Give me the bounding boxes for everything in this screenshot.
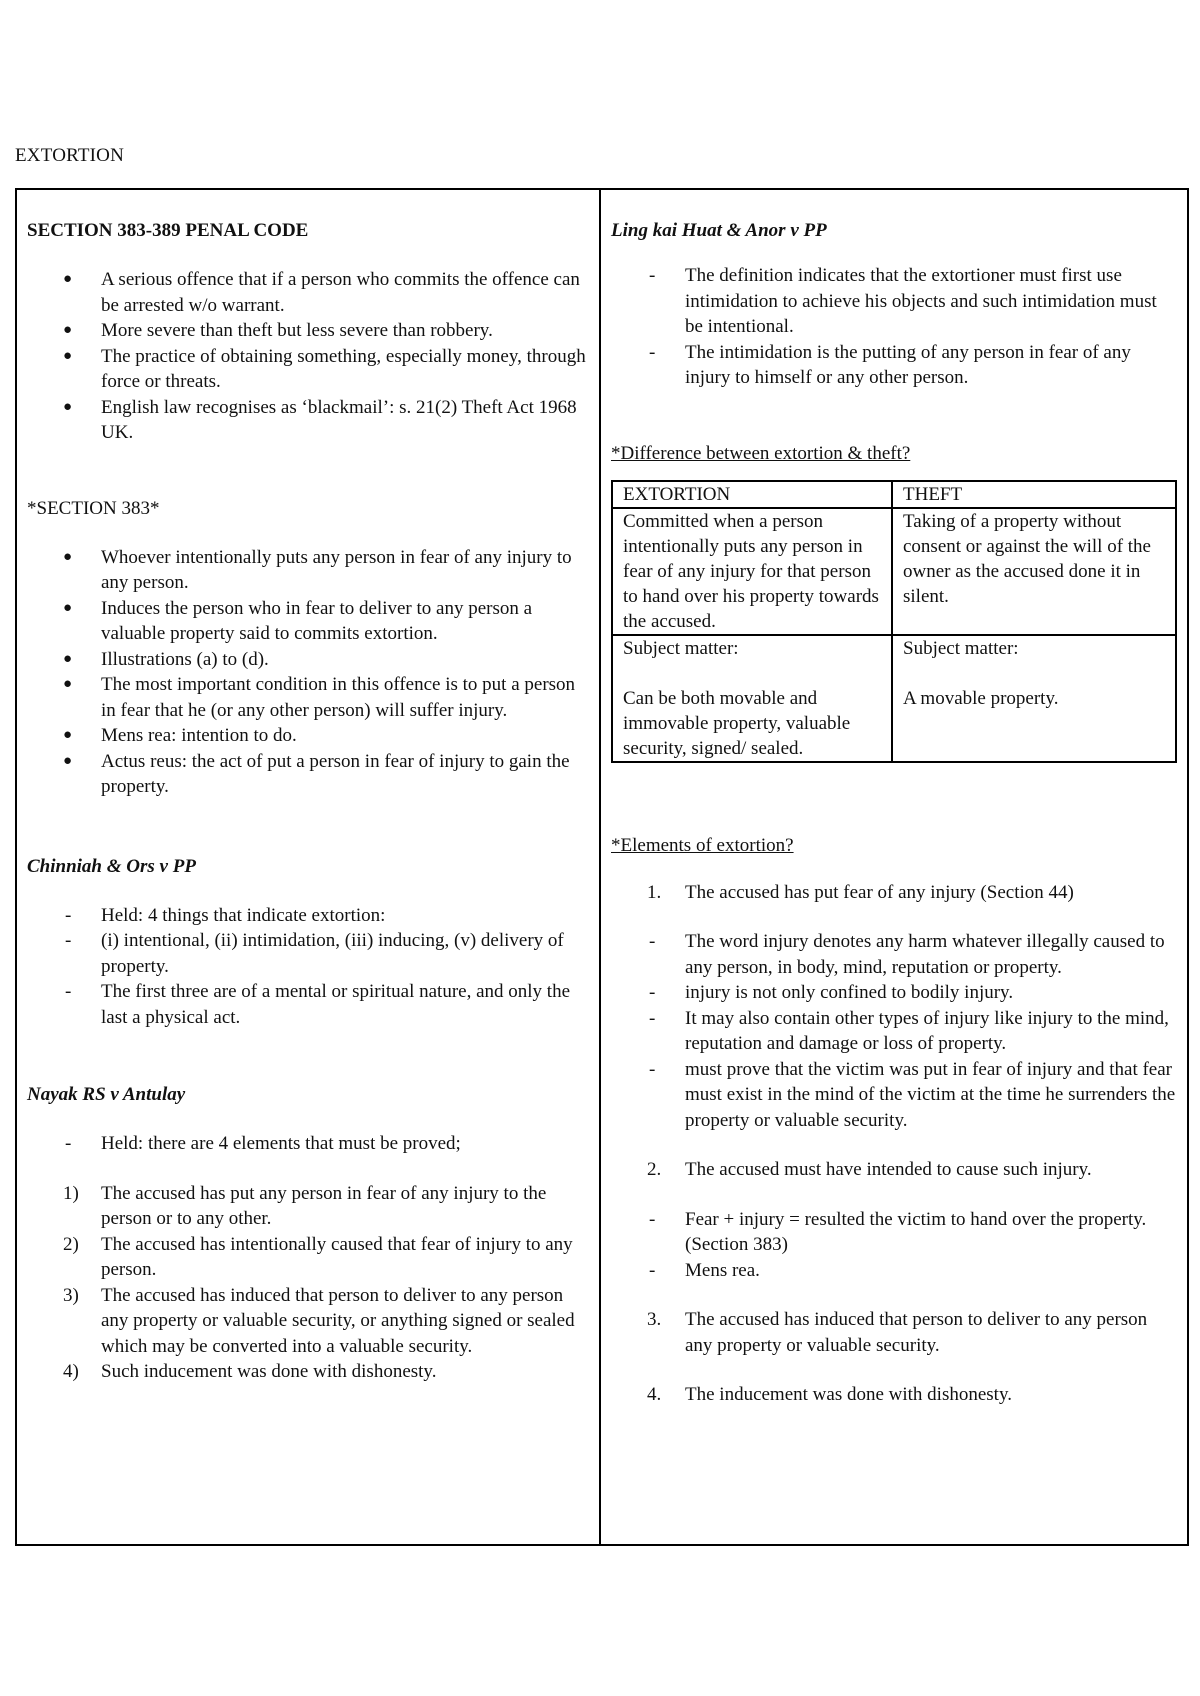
list-item: ● Whoever intentionally puts any person in fear of any injury to any person. [63,546,572,593]
dash-icon: - [65,1133,72,1154]
list-item: - must prove that the victim was put in fear of injury and that fear must exist in the mind of the victim at the time he surrenders the property or valuable security. [649,1058,1176,1131]
section-heading: SECTION 383-389 PENAL CODE [27,220,309,241]
element-4 [611,1382,1177,1408]
table-header-extortion: EXTORTION [612,481,892,508]
nayak-held [27,1131,589,1157]
case-name-ling: Ling kai Huat & Anor v PP [611,220,827,241]
dash-icon: - [649,931,656,952]
case-name-chinniah: Chinniah & Ors v PP [27,855,196,877]
dash-icon: - [649,1208,656,1230]
table-header-theft: THEFT [892,481,1176,508]
left-column [17,190,601,1544]
list-item: 1. The accused has put fear of any injury (Section 44) [647,881,1074,903]
bullet-icon: ● [63,322,73,338]
ling-points [611,263,1177,391]
list-item: - The definition indicates that the extortioner must first use intimidation to achieve his objects and such intimidation must be intentional. [649,265,1157,337]
page-title: EXTORTION [15,145,125,166]
table-header-row [612,481,1176,508]
bullet-icon: ● [63,271,73,287]
dash-icon: - [649,1259,656,1281]
dash-icon: - [649,265,656,286]
table-row [612,508,1176,635]
list-item: ● Actus reus: the act of put a person in fear of injury to gain the property. [63,750,570,797]
list-item: 1) The accused has put any person in fear of any injury to the person or to any other. [63,1182,547,1229]
list-item: - Fear + injury = resulted the victim to hand over the property. (Section 383) [649,1208,1147,1255]
bullet-icon: ● [63,727,73,743]
case-name-nayak: Nayak RS v Antulay [27,1084,186,1105]
bullet-icon: ● [63,752,73,769]
difference-table [611,480,1177,763]
list-item: ● The practice of obtaining something, especially money, through force or threats. [63,345,586,392]
list-item: ● Mens rea: intention to do. [27,723,589,749]
list-item: ● The most important condition in this offence is to put a person in fear that he (or any other person) will suffer injury. [63,674,576,721]
bullet-icon: ● [63,398,73,415]
element-1-points [611,929,1177,1133]
subject-matter-label: Subject matter: [623,637,739,659]
list-item: 2) The accused has intentionally caused that fear of injury to any person. [63,1233,573,1280]
dash-icon: - [649,1058,656,1080]
table-cell: Committed when a person intentionally puts any person in fear of any injury for that person to hand over his property towards the accused. [612,508,892,635]
section-383-heading: *SECTION 383* [27,497,160,519]
list-item: 3) The accused has induced that person to deliver to any person any property or valuable security, or anything signed or sealed which may be converted into a valuable security. [63,1284,575,1357]
bullet-icon: ● [63,347,73,364]
list-item: - The intimidation is the putting of any person in fear of any injury to himself or any other person. [649,341,1131,388]
nayak-elements [27,1181,589,1385]
list-item: 3. The accused has induced that person to deliver to any person any property or valuable security. [647,1309,1148,1356]
table-cell [892,635,1176,762]
section-383-bullet-list [27,545,589,800]
list-item: - Held: 4 things that indicate extortion: [27,903,589,929]
dash-icon: - [649,341,656,363]
subject-matter-label: Subject matter: [903,637,1019,659]
list-item: ● Induces the person who in fear to deliver to any person a valuable property said to commits extortion. [63,597,533,644]
dash-icon: - [65,981,72,1002]
list-item: 4) Such inducement was done with dishonesty. [63,1361,437,1382]
subject-matter-text: A movable property. [903,687,1059,709]
difference-heading: *Difference between extortion & theft? [611,442,911,464]
list-item: - The word injury denotes any harm whatever illegally caused to any person, in body, mind, reputation or property. [649,931,1165,978]
notes-table [15,188,1189,1546]
dash-icon: - [649,982,656,1003]
list-item: 4. The inducement was done with dishonesty. [647,1384,1012,1405]
list-item: ● English law recognises as ‘blackmail’: s. 21(2) Theft Act 1968 UK. [63,396,577,443]
element-2-points [611,1207,1177,1284]
bullet-icon: ● [63,548,73,565]
bullet-icon: ● [63,676,73,692]
list-item: - It may also contain other types of injury like injury to the mind, reputation and damage or loss of property. [649,1007,1169,1054]
list-item: - injury is not only confined to bodily injury. [611,980,1177,1006]
elements-heading: *Elements of extortion? [611,834,794,856]
bullet-icon: ● [63,599,73,616]
element-3 [611,1307,1177,1358]
list-item: - (i) intentional, (ii) intimidation, (iii) inducing, (v) delivery of property. [65,930,564,977]
element-2 [611,1157,1177,1183]
subject-matter-text: Can be both movable and immovable property, valuable security, signed/ sealed. [623,687,851,759]
list-item: ● A serious offence that if a person who commits the offence can be arrested w/o warrant. [63,269,580,316]
element-1 [611,880,1177,906]
list-item: 2. The accused must have intended to cause such injury. [647,1159,1092,1180]
list-item: - Mens rea. [611,1258,1177,1284]
table-cell [612,635,892,762]
right-column [601,190,1187,1544]
dash-icon: - [649,1007,656,1029]
list-item: ● More severe than theft but less severe than robbery. [27,318,589,344]
list-item: ● Illustrations (a) to (d). [27,647,589,673]
table-row [612,635,1176,762]
dash-icon: - [65,930,72,951]
list-item: - The first three are of a mental or spiritual nature, and only the last a physical act. [65,981,571,1028]
table-cell: Taking of a property without consent or against the will of the owner as the accused done it in silent. [892,508,1176,635]
chinniah-points [27,903,589,1031]
bullet-icon: ● [63,650,73,667]
list-item: - Held: there are 4 elements that must be proved; [27,1131,589,1157]
intro-bullet-list [27,267,589,446]
dash-icon: - [65,904,72,926]
